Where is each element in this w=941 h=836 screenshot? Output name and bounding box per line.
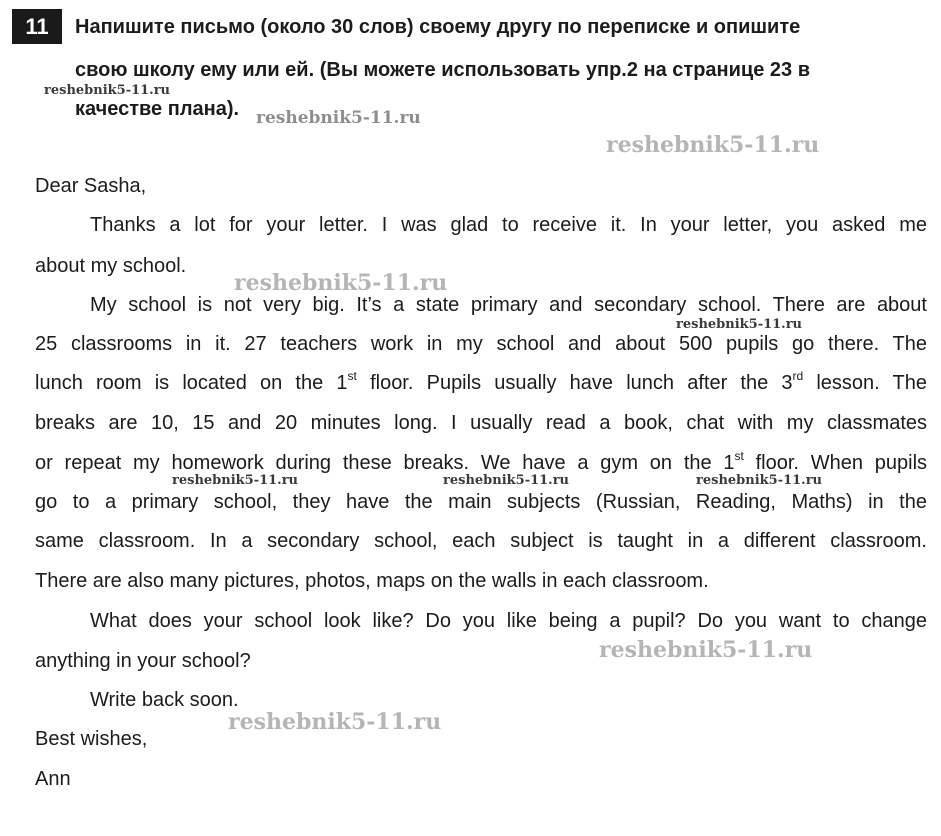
letter-line: go to a primary school, they have the main subjects (Russian, Reading, Maths) in the <box>35 491 927 513</box>
watermark: reshebnik5-11.ru <box>44 83 171 98</box>
letter-signature: Ann <box>35 768 71 790</box>
letter-line: anything in your school? <box>35 650 251 672</box>
letter-line <box>35 451 927 475</box>
letter-line: There are also many pictures, photos, maps on the walls in each classroom. <box>35 570 709 592</box>
letter-line: breaks are 10, 15 and 20 minutes long. I usually read a book, chat with my classmates <box>35 412 927 434</box>
ordinal-suffix: st <box>734 449 744 463</box>
letter-line: Write back soon. <box>90 689 239 711</box>
letter-line <box>35 371 927 395</box>
letter-line: same classroom. In a secondary school, each subject is taught in a different classroom. <box>35 530 927 552</box>
ordinal-suffix: rd <box>792 369 804 383</box>
task-instruction-line-2: свою школу ему или ей. (Вы можете использовать упр.2 на странице 23 в <box>75 59 810 81</box>
watermark: reshebnik5-11.ru <box>443 473 570 488</box>
ordinal-suffix: st <box>347 369 357 383</box>
watermark: reshebnik5-11.ru <box>599 637 813 663</box>
watermark: reshebnik5-11.ru <box>606 132 820 158</box>
watermark: reshebnik5-11.ru <box>172 473 299 488</box>
task-number-badge: 11 <box>12 9 62 44</box>
letter-greeting: Dear Sasha, <box>35 175 147 197</box>
text-run: lunch room is located on the 1 <box>35 372 348 394</box>
letter-line: My school is not very big. It’s a state primary and secondary school. There are about <box>90 294 927 316</box>
watermark: reshebnik5-11.ru <box>256 108 421 128</box>
letter-line: Thanks a lot for your letter. I was glad to receive it. In your letter, you asked me <box>90 214 927 236</box>
watermark: reshebnik5-11.ru <box>228 709 442 735</box>
task-instruction-line-3: качестве плана). <box>75 98 240 120</box>
letter-line: What does your school look like? Do you like being a pupil? Do you want to change <box>90 610 927 632</box>
letter-line: 25 classrooms in it. 27 teachers work in my school and about 500 pupils go there. The <box>35 333 927 355</box>
watermark: reshebnik5-11.ru <box>696 473 823 488</box>
letter-line: about my school. <box>35 255 187 277</box>
letter-closing: Best wishes, <box>35 728 148 750</box>
task-instruction-line-1: Напишите письмо (около 30 слов) своему другу по переписке и опишите <box>75 16 801 38</box>
watermark: reshebnik5-11.ru <box>234 270 448 296</box>
text-run: lesson. The <box>803 372 928 394</box>
text-run: floor. When pupils <box>743 452 928 474</box>
text-run: or repeat my homework during these breaks. We have a gym on the 1 <box>35 452 735 474</box>
watermark: reshebnik5-11.ru <box>676 317 803 332</box>
text-run: floor. Pupils usually have lunch after the 3 <box>356 372 793 394</box>
